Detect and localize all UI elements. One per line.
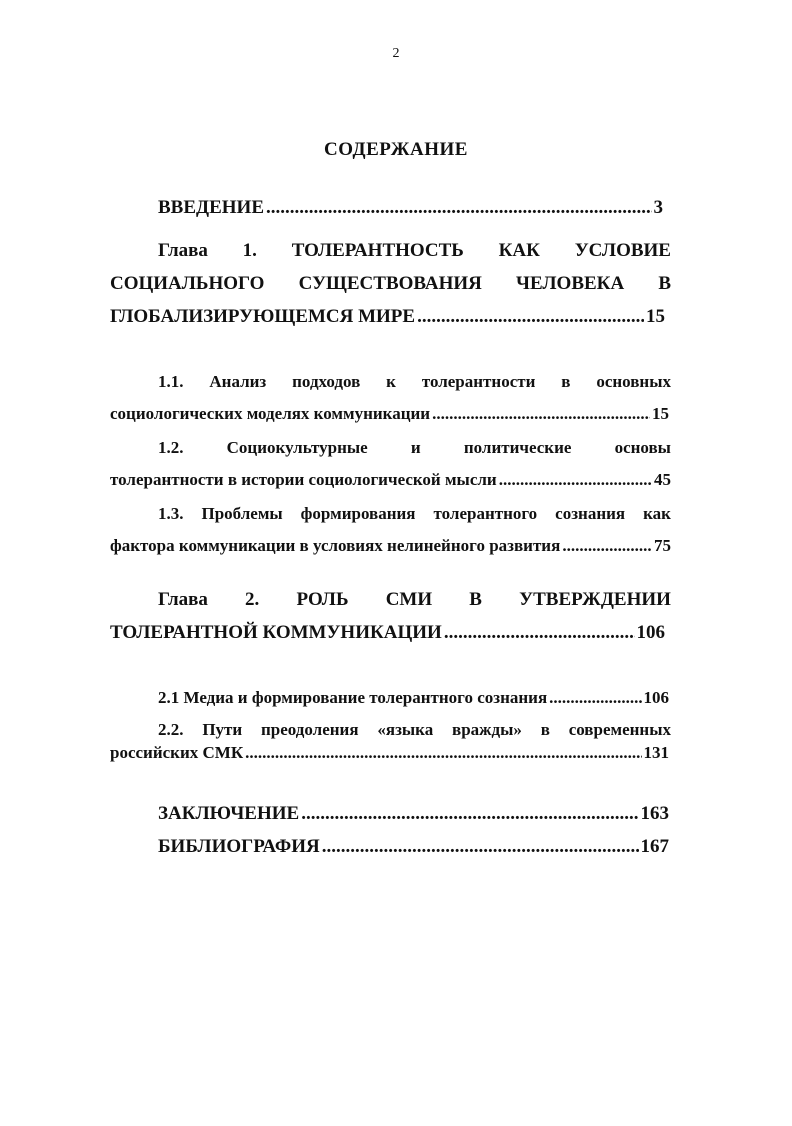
word: Социокультурные: [226, 438, 368, 457]
entry-page: 15: [646, 306, 665, 327]
dot-leader: [499, 470, 652, 490]
word: Анализ: [209, 372, 267, 391]
toc-entry-1-2-line1[interactable]: [158, 438, 671, 458]
toc-entry-2-2-line1[interactable]: [158, 720, 671, 740]
dot-leader: [322, 836, 639, 858]
toc-entry-chapter2-line1[interactable]: [158, 589, 671, 611]
entry-page: 131: [643, 743, 669, 762]
toc-entry-conclusion[interactable]: [158, 803, 669, 825]
entry-label: ГЛОБАЛИЗИРУЮЩЕМСЯ МИРЕ: [110, 306, 416, 327]
dot-leader: [417, 306, 644, 328]
word: В: [658, 273, 671, 294]
toc-entry-1-1-line2[interactable]: [110, 404, 669, 424]
word: СМИ: [385, 589, 433, 610]
dot-leader: [549, 688, 641, 708]
entry-page: 45: [654, 470, 671, 489]
entry-label: ТОЛЕРАНТНОЙ КОММУНИКАЦИИ: [110, 622, 442, 643]
word: 1.1.: [158, 372, 184, 391]
word: преодоления: [261, 720, 359, 739]
entry-label: российских СМК: [110, 743, 244, 762]
word: УТВЕРЖДЕНИИ: [519, 589, 671, 610]
word: Пути: [202, 720, 243, 739]
word: толерантности: [421, 372, 536, 391]
toc-entry-2-2-line2[interactable]: [110, 743, 669, 763]
entry-page: 106: [636, 622, 665, 643]
entry-label: ЗАКЛЮЧЕНИЕ: [158, 803, 300, 824]
word: 2.2.: [158, 720, 184, 739]
toc-entry-chapter1-line3[interactable]: [110, 306, 665, 328]
dot-leader: [444, 622, 635, 644]
word: в: [561, 372, 571, 391]
entry-label: социологических моделях коммуникации: [110, 404, 431, 423]
entry-page: 167: [640, 836, 669, 857]
dot-leader: [432, 404, 650, 424]
entry-label: ВВЕДЕНИЕ: [158, 197, 264, 218]
word: как: [643, 504, 671, 523]
word: подходов: [292, 372, 361, 391]
toc-entry-1-1-line1[interactable]: [158, 372, 671, 392]
word: основных: [596, 372, 671, 391]
toc-entry-chapter1-line1[interactable]: [158, 240, 671, 262]
word: СОЦИАЛЬНОГО: [110, 273, 265, 294]
page-number: 2: [392, 46, 400, 61]
word: и: [410, 438, 421, 457]
word: ЧЕЛОВЕКА: [516, 273, 625, 294]
entry-page: 106: [643, 688, 669, 707]
toc-entry-1-3-line2[interactable]: [110, 536, 671, 556]
word: политические: [463, 438, 572, 457]
word: к: [386, 372, 396, 391]
toc-entry-bibliography[interactable]: [158, 836, 669, 858]
word: толерантного: [433, 504, 538, 523]
entry-page: 75: [654, 536, 671, 555]
word: вражды»: [452, 720, 522, 739]
word: сознания: [555, 504, 626, 523]
entry-page: 15: [652, 404, 669, 423]
word: Проблемы: [201, 504, 283, 523]
dot-leader: [245, 743, 641, 763]
word: формирования: [300, 504, 416, 523]
word: 1.2.: [158, 438, 184, 457]
word: 1.3.: [158, 504, 184, 523]
word: СУЩЕСТВОВАНИЯ: [298, 273, 482, 294]
word: РОЛЬ: [296, 589, 349, 610]
word: 1.: [242, 240, 257, 261]
toc-entry-intro[interactable]: [158, 197, 663, 219]
dot-leader: [562, 536, 652, 556]
entry-page: 163: [640, 803, 669, 824]
toc-entry-2-1[interactable]: [158, 688, 669, 708]
entry-page: 3: [653, 197, 663, 218]
word: в: [540, 720, 550, 739]
entry-label: БИБЛИОГРАФИЯ: [158, 836, 320, 857]
word: «языка: [377, 720, 434, 739]
entry-label: фактора коммуникации в условиях нелинейного развития: [110, 536, 561, 555]
dot-leader: [266, 197, 652, 219]
toc-title: СОДЕРЖАНИЕ: [324, 139, 468, 160]
word: 2.: [245, 589, 260, 610]
word: Глава: [158, 240, 208, 261]
word: В: [469, 589, 482, 610]
word: основы: [614, 438, 671, 457]
toc-entry-1-2-line2[interactable]: [110, 470, 671, 490]
dot-leader: [301, 803, 638, 825]
entry-label: 2.1 Медиа и формирование толерантного сознания: [158, 688, 548, 707]
word: КАК: [498, 240, 540, 261]
word: современных: [568, 720, 671, 739]
toc-entry-1-3-line1[interactable]: [158, 504, 671, 524]
word: Глава: [158, 589, 208, 610]
entry-label: толерантности в истории социологической мысли: [110, 470, 497, 489]
word: УСЛОВИЕ: [574, 240, 671, 261]
toc-entry-chapter2-line2[interactable]: [110, 622, 665, 644]
toc-entry-chapter1-line2[interactable]: [110, 273, 671, 295]
word: ТОЛЕРАНТНОСТЬ: [291, 240, 464, 261]
